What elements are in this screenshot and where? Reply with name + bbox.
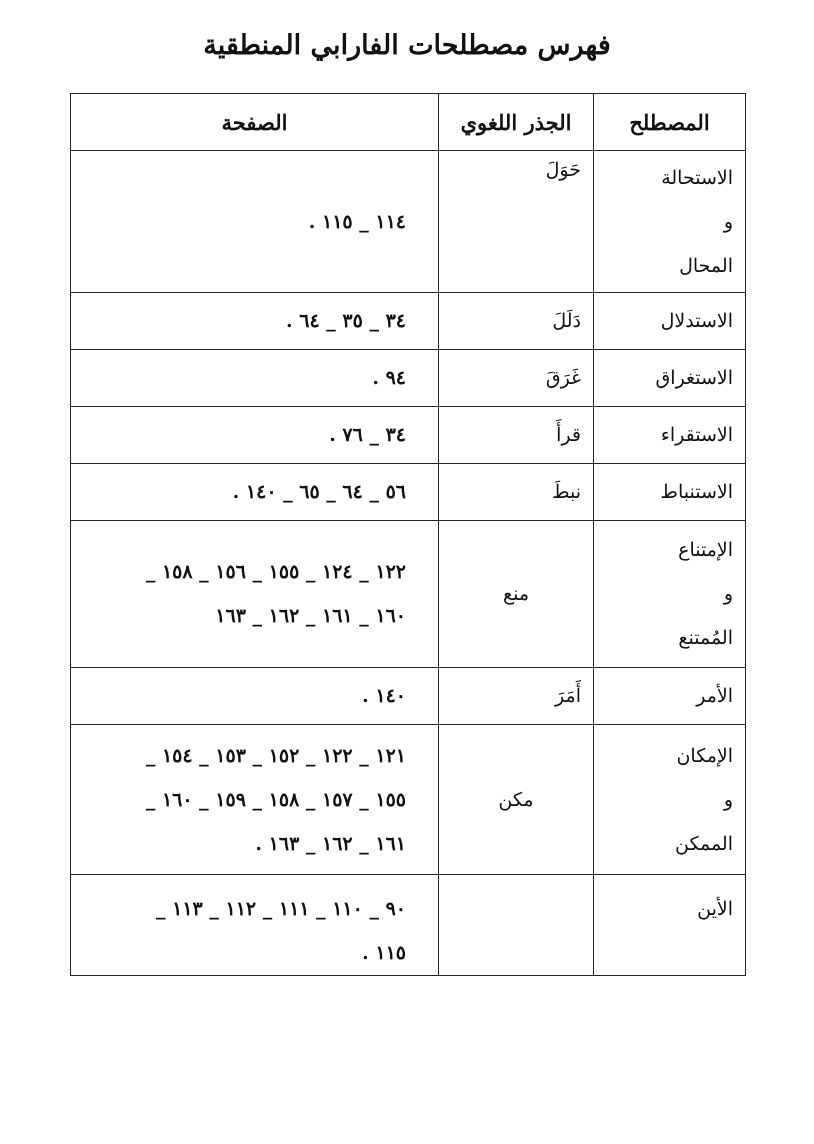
term-cell — [594, 151, 746, 293]
table-row — [71, 521, 746, 668]
root-text: دَلَلَ — [552, 310, 581, 332]
header-page: الصفحة — [71, 94, 439, 151]
root-text: حَوَلَ — [545, 159, 581, 181]
term-text: الأمر — [696, 685, 733, 707]
header-term: المصطلح — [594, 94, 746, 151]
root-text: منع — [502, 583, 530, 605]
root-cell — [439, 521, 594, 668]
root-cell — [439, 464, 594, 521]
page-numbers: ٣٤ _ ٧٦ . — [329, 424, 406, 446]
page-numbers: ٥٦ _ ٦٤ _ ٦٥ _ ١٤٠ . — [232, 481, 406, 503]
table-header-row — [71, 94, 746, 151]
table-row — [71, 668, 746, 725]
root-cell — [439, 151, 594, 293]
term-cell — [594, 350, 746, 407]
term-text: المحال — [679, 254, 733, 277]
root-cell — [439, 293, 594, 350]
term-cell — [594, 875, 746, 976]
page-numbers: ١٢٢ _ ١٢٤ _ ١٥٥ _ ١٥٦ _ ١٥٨ _ — [145, 561, 406, 583]
root-cell — [439, 668, 594, 725]
term-cell — [594, 668, 746, 725]
root-cell — [439, 875, 594, 976]
page-numbers: ١٤٠ . — [362, 685, 406, 707]
term-text: الاستنباط — [660, 481, 733, 503]
page-numbers: ٩٤ . — [372, 367, 406, 389]
table-row — [71, 407, 746, 464]
table-row — [71, 464, 746, 521]
term-text: الاستغراق — [655, 367, 733, 389]
term-text: الإمكان — [676, 744, 733, 767]
page-numbers: ١١٥ . — [362, 942, 406, 964]
term-text: المُمتنع — [678, 627, 733, 649]
term-text: و — [723, 583, 733, 605]
term-text: و — [723, 788, 733, 811]
page-cell — [71, 293, 439, 350]
page-cell — [71, 668, 439, 725]
term-text: و — [723, 210, 733, 233]
root-text: قرأَ — [556, 424, 581, 446]
page-numbers: ١٦١ _ ١٦٢ _ ١٦٣ . — [255, 832, 406, 855]
root-text: مكن — [498, 788, 534, 811]
term-cell — [594, 293, 746, 350]
term-cell — [594, 725, 746, 875]
page-numbers: ١٦٠ _ ١٦١ _ ١٦٢ _ ١٦٣ — [215, 605, 406, 627]
page-numbers: ١١٤ _ ١١٥ . — [308, 210, 406, 233]
page-cell — [71, 407, 439, 464]
root-cell — [439, 407, 594, 464]
page-cell — [71, 151, 439, 293]
root-text: نبطَ — [551, 481, 581, 503]
term-text: الإمتناع — [678, 539, 733, 561]
term-text: الأين — [697, 898, 733, 920]
table-row — [71, 725, 746, 875]
page-cell — [71, 875, 439, 976]
table-row — [71, 350, 746, 407]
term-cell — [594, 464, 746, 521]
table-row — [71, 293, 746, 350]
table-row — [71, 875, 746, 976]
header-root: الجذر اللغوي — [439, 94, 594, 151]
page-title: فهرس مصطلحات الفارابي المنطقية — [203, 30, 611, 61]
page-cell — [71, 464, 439, 521]
page-cell — [71, 521, 439, 668]
root-text: أَمَرَ — [555, 685, 581, 707]
page-numbers: ٣٤ _ ٣٥ _ ٦٤ . — [286, 310, 406, 332]
page-numbers: ٩٠ _ ١١٠ _ ١١١ _ ١١٢ _ ١١٣ _ — [156, 898, 406, 920]
page-cell — [71, 725, 439, 875]
page-cell — [71, 350, 439, 407]
root-cell — [439, 350, 594, 407]
term-cell — [594, 407, 746, 464]
page-numbers: ١٥٥ _ ١٥٧ _ ١٥٨ _ ١٥٩ _ ١٦٠ _ — [145, 788, 406, 811]
root-text: غَرَقَ — [545, 367, 581, 389]
root-cell — [439, 725, 594, 875]
term-text: الممكن — [675, 832, 733, 855]
term-text: الاستحالة — [661, 166, 733, 189]
terms-index-table — [70, 93, 746, 976]
page-numbers: ١٢١ _ ١٢٢ _ ١٥٢ _ ١٥٣ _ ١٥٤ _ — [145, 744, 406, 767]
term-text: الاستقراء — [660, 424, 733, 446]
term-text: الاستدلال — [660, 310, 733, 332]
table-row — [71, 151, 746, 293]
term-cell — [594, 521, 746, 668]
